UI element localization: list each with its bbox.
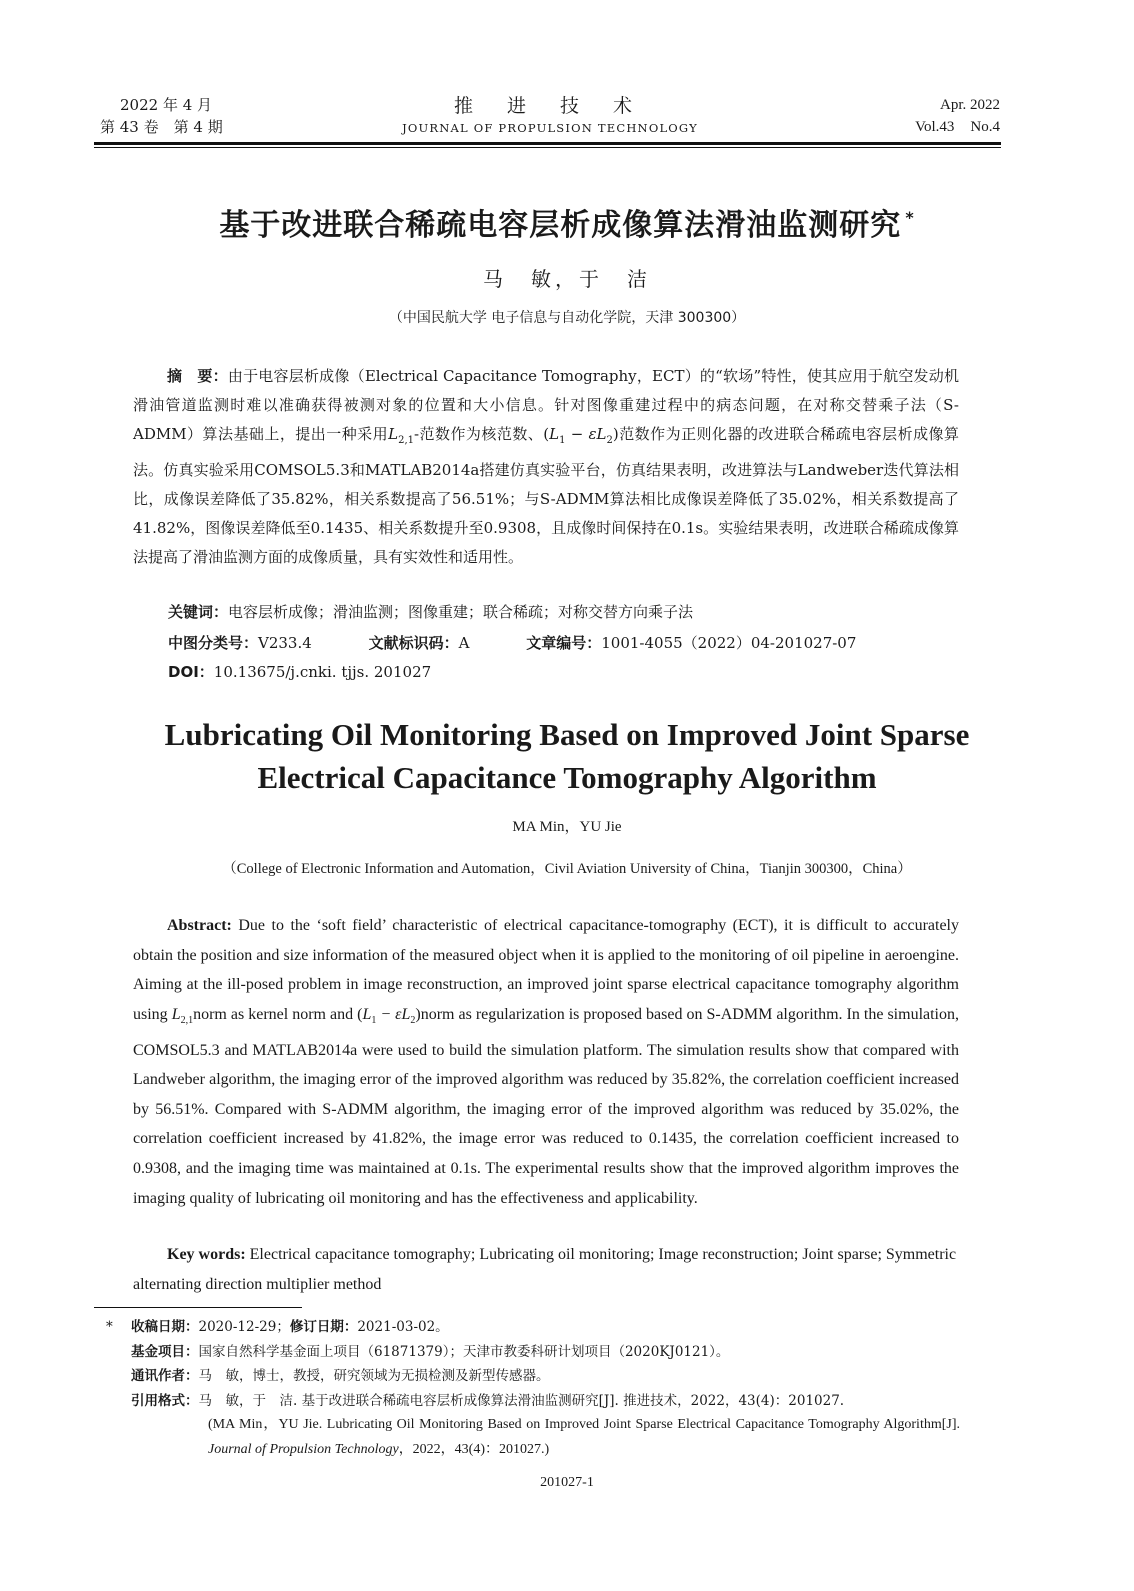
abstract-cn (133, 362, 959, 572)
abstract-cn-part2: -范数作为核范数、( (413, 425, 550, 444)
abstract-en-norm1-sub: 2,1 (180, 1014, 194, 1026)
authors-cn: 马 敏，于 洁 (483, 267, 651, 291)
abstract-en-norm1: L (171, 1005, 181, 1023)
footnotes (100, 1315, 960, 1462)
abstract-cn-part1: 由于电容层析成像（Electrical Capacitance Tomography，ECT）的“软场”特性，使其应用于航空发动机滑油管道监测时难以准确获得被测对象的位置和大小信息。针对图像重建过程中的病态问题，在对称交替乘子法（S-ADMM）算法基础上，提出一种采用 (133, 367, 959, 444)
abstract-en-norm2: L (362, 1005, 372, 1023)
footnote-citation-en (100, 1413, 960, 1462)
footnote-fund (100, 1340, 960, 1365)
header-no-en: No.4 (970, 119, 1000, 135)
received-label: 收稿日期： (131, 1319, 199, 1335)
abstract-cn-norm2-sub1: 1 (559, 435, 566, 447)
header-rule-thin (94, 147, 1001, 148)
footnote-rule (94, 1307, 302, 1308)
header-rule-thick (94, 142, 1001, 145)
abstract-en-norm2-sub2: 2 (410, 1014, 416, 1026)
corresponding-label: 通讯作者： (131, 1368, 199, 1384)
citation-value-cn: 马 敏，于 洁. 基于改进联合稀疏电容层析成像算法滑油监测研究[J]. 推进技术，2022，43(4)：201027. (198, 1392, 845, 1409)
doi-value: 10.13675/j.cnki. tjjs. 201027 (213, 663, 432, 681)
keywords-en-label: Key words: (167, 1246, 246, 1263)
citation-en-pre: (MA Min，YU Jie. Lubricating Oil Monitoring Based on Improved Joint Sparse Electrical Capacitance Tomography Algorithm[J]. (208, 1417, 960, 1432)
citation-en-journal: Journal of Propulsion Technology (208, 1441, 399, 1457)
header-left (100, 94, 223, 138)
header-vol-en: Vol.43 (915, 119, 955, 135)
title-en (0, 713, 1134, 799)
abstract-en-norm2-sub1: 1 (371, 1014, 377, 1026)
corresponding-value: 马 敏，博士，教授，研究领域为无损检测及新型传感器。 (198, 1368, 550, 1384)
header-right (915, 94, 1000, 138)
keywords-cn-text: 电容层析成像；滑油监测；图像重建；联合稀疏；对称交替方向乘子法 (228, 603, 694, 621)
title-footnote-mark: * (905, 208, 915, 227)
clc-value: V233.4 (258, 634, 312, 652)
title-cn (0, 200, 1134, 244)
title-en-line2: Electrical Capacitance Tomography Algorithm (257, 760, 877, 795)
footnote-citation (100, 1389, 960, 1414)
abstract-cn-label: 摘 要： (167, 367, 228, 385)
classification-line (168, 632, 856, 653)
affiliation-en: （College of Electronic Information and Automation，Civil Aviation University of China，Tianjin 300300，China） (222, 861, 912, 877)
fund-value: 国家自然科学基金面上项目（61871379）；天津市教委科研计划项目（2020KJ0121）。 (198, 1343, 730, 1360)
revised-value: 2021-03-02。 (357, 1319, 449, 1335)
page-number: 201027-1 (540, 1475, 594, 1490)
keywords-en (133, 1240, 959, 1299)
doc-code-label: 文献标识码： (368, 634, 459, 652)
authors-en: MA Min，YU Jie (512, 819, 622, 835)
doi-line (168, 661, 431, 682)
abstract-en-label: Abstract: (167, 917, 232, 934)
header-date-en: Apr. 2022 (940, 97, 1000, 113)
abstract-en-part3: )norm as regularization is proposed based on S-ADMM algorithm. In the simulation, COMSOL5.3 and MATLAB2014a were used to build the simulation platform. The simulation results show that compared with Landweber algorithm, the imaging error of the improved algorithm was reduced by 35.82%, the correlation coefficient increased by 56.51%. Compared with S-ADMM algorithm, the imaging error of the improved algorithm was reduced by 35.02%, the correlation coefficient increased by 41.82%, the image error was reduced to 0.1435, the correlation coefficient increased to 0.9308, and the imaging time was maintained at 0.1s. The experimental results show that the improved algorithm improves the imaging quality of lubricating oil monitoring and has the effectiveness and applicability. (133, 1005, 960, 1207)
doc-code-value: A (458, 634, 470, 652)
abstract-cn-norm2: L (549, 425, 560, 444)
abstract-en (133, 911, 959, 1213)
abstract-en-norm2-mid: − εL (376, 1005, 411, 1023)
header-journal (380, 94, 720, 136)
affiliation-cn: （中国民航大学 电子信息与自动化学院，天津 300300） (388, 310, 746, 326)
abstract-cn-norm1-sub: 2,1 (398, 435, 414, 447)
fund-label: 基金项目： (131, 1343, 199, 1360)
keywords-cn-label: 关键词： (168, 603, 229, 621)
footnote-star: * (106, 1319, 113, 1335)
doi-label: DOI： (168, 663, 214, 681)
keywords-cn (168, 601, 693, 622)
article-no-value: 1001-4055（2022）04-201027-07 (601, 634, 857, 652)
abstract-cn-norm2-mid: − εL (565, 425, 607, 444)
received-value: 2020-12-29； (198, 1319, 290, 1335)
header-vol-issue-cn: 第 43 卷 第 4 期 (100, 118, 223, 136)
header-date-cn: 2022 年 4 月 (120, 96, 213, 114)
abstract-cn-part3: )范数作为正则化器的改进联合稀疏电容层析成像算法。仿真实验采用COMSOL5.3和MATLAB2014a搭建仿真实验平台，仿真结果表明，改进算法与Landweber迭代算法相比，成像误差降低了35.82%，相关系数提高了56.51%；与S-ADMM算法相比成像误差降低了35.02%，相关系数提高了41.82%，图像误差降低至0.1435、相关系数提升至0.9308，且成像时间保持在0.1s。实验结果表明，改进联合稀疏成像算法提高了滑油监测方面的成像质量，具有实效性和适用性。 (133, 425, 960, 567)
abstract-cn-norm1: L (388, 425, 399, 444)
citation-en-post: ，2022，43(4)：201027.) (398, 1441, 550, 1457)
keywords-en-text: Electrical capacitance tomography; Lubricating oil monitoring; Image reconstruction; Joint sparse; Symmetric alternating direction multiplier method (133, 1246, 957, 1293)
journal-name-cn: 推 进 技 术 (453, 95, 647, 117)
clc-label: 中图分类号： (168, 634, 259, 652)
title-en-line1: Lubricating Oil Monitoring Based on Improved Joint Sparse (164, 717, 970, 752)
footnote-corresponding (100, 1364, 960, 1389)
abstract-en-part1: Due to the ‘soft field’ characteristic of electrical capacitance-tomography (ECT), it is difficult to accurately obtain the position and size information of the measured object when it is applied to the monitoring of oil pipeline in aeroengine. Aiming at the ill-posed problem in image reconstruction, an improved joint sparse electrical capacitance tomography algorithm using (133, 917, 959, 1023)
title-cn-text: 基于改进联合稀疏电容层析成像算法滑油监测研究 (219, 208, 902, 243)
abstract-en-part2: norm as kernel norm and ( (193, 1005, 363, 1023)
citation-label: 引用格式： (131, 1392, 199, 1409)
journal-name-en: JOURNAL OF PROPULSION TECHNOLOGY (402, 121, 698, 135)
footnote-dates (100, 1315, 960, 1340)
revised-label: 修订日期： (289, 1319, 358, 1335)
article-no-label: 文章编号： (526, 634, 602, 652)
abstract-cn-norm2-sub2: 2 (606, 435, 613, 447)
